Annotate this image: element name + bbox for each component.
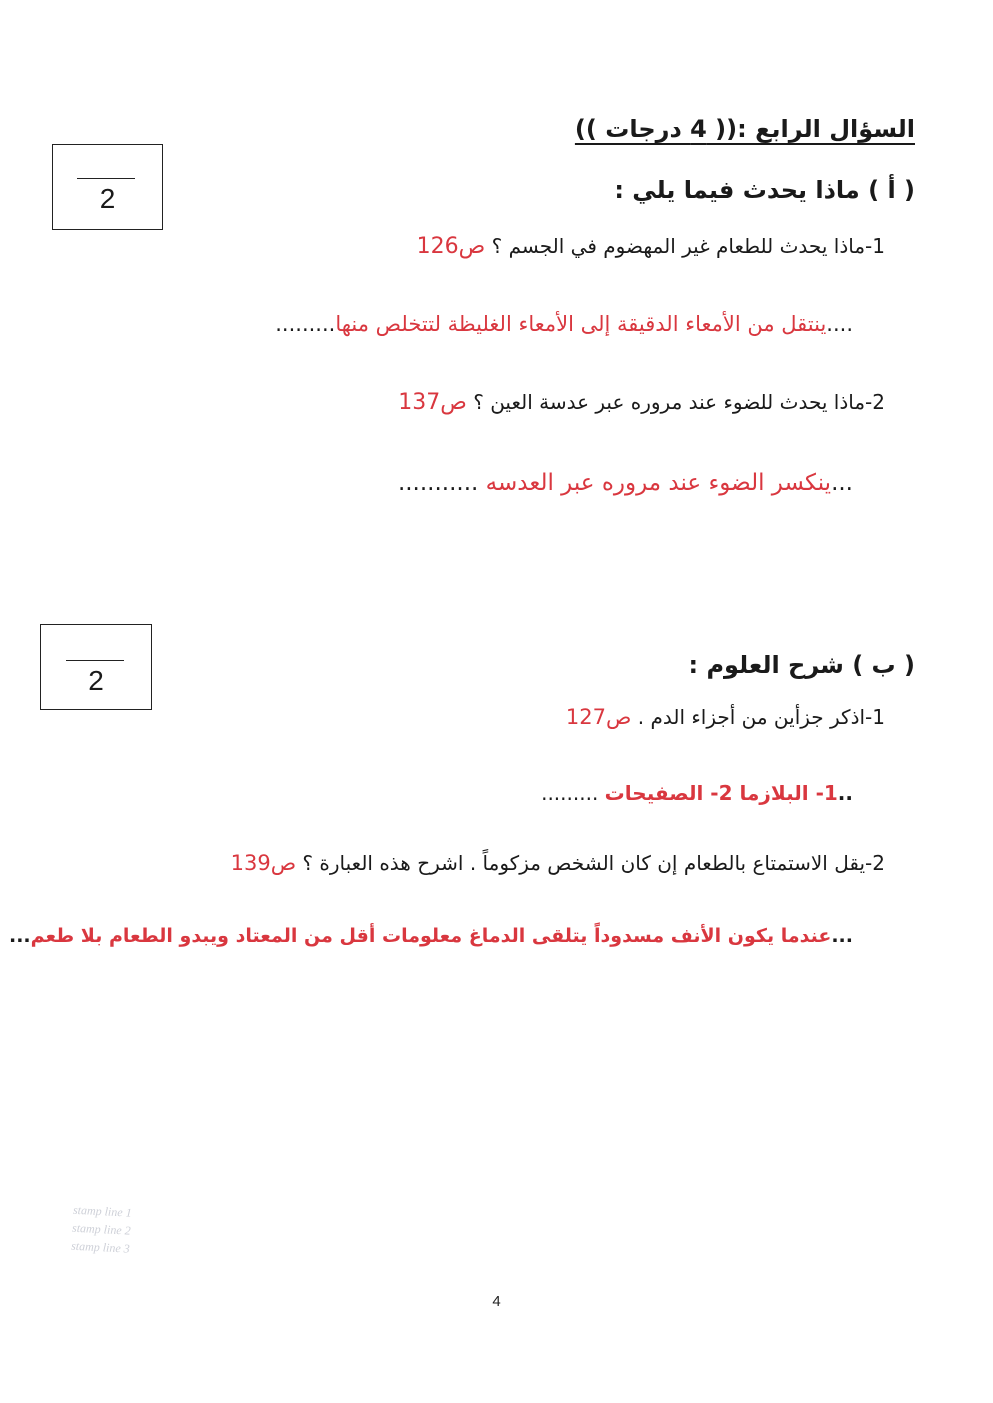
part-a-heading: ( أ ) ماذا يحدث فيما يلي : bbox=[614, 176, 915, 204]
stamp-line: stamp line 3 bbox=[70, 1238, 131, 1256]
page-number: 4 bbox=[492, 1293, 501, 1310]
part-b-answer-1 bbox=[541, 781, 853, 805]
stamp-line: stamp line 1 bbox=[72, 1202, 133, 1220]
question-text: ماذا يحدث للطعام غير المهضوم في الجسم ؟ bbox=[485, 234, 866, 258]
answer-prefix: ... bbox=[831, 925, 853, 947]
answer-prefix: .. bbox=[837, 781, 853, 805]
score-box-part-a bbox=[52, 144, 163, 230]
question-number: 2- bbox=[865, 390, 885, 414]
score-divider bbox=[66, 660, 124, 661]
stamp-line: stamp line 2 bbox=[71, 1220, 132, 1238]
question-number: 1- bbox=[865, 234, 885, 258]
answer-prefix: ... bbox=[831, 470, 853, 496]
answer-suffix: ......... bbox=[541, 781, 605, 805]
school-stamp bbox=[71, 1201, 239, 1264]
section-title: السؤال الرابع :(( 4 درجات )) bbox=[574, 115, 915, 143]
score-value: 2 bbox=[99, 183, 116, 214]
part-a-answer-2 bbox=[398, 470, 853, 496]
answer-text: ينكسر الضوء عند مروره عبر العدسه bbox=[485, 470, 832, 496]
answer-text: عندما يكون الأنف مسدوداً يتلقى الدماغ معلومات أقل من المعتاد ويبدو الطعام بلا طعم bbox=[30, 925, 832, 947]
score-box-part-b bbox=[40, 624, 152, 710]
answer-text: ينتقل من الأمعاء الدقيقة إلى الأمعاء الغليظة لتتخلص منها bbox=[335, 312, 827, 336]
part-b-question-2 bbox=[231, 851, 885, 875]
score-value: 2 bbox=[88, 665, 104, 696]
part-b-heading: ( ب ) شرح العلوم : bbox=[688, 651, 915, 679]
question-text: اذكر جزأين من أجزاء الدم . bbox=[631, 705, 866, 729]
question-number: 2- bbox=[865, 851, 885, 875]
question-text: ماذا يحدث للضوء عند مروره عبر عدسة العين ؟ bbox=[466, 390, 866, 414]
answer-suffix: ........... bbox=[397, 470, 486, 496]
question-number: 1- bbox=[865, 705, 885, 729]
page-reference: ص126 bbox=[416, 234, 486, 259]
part-a-question-2 bbox=[398, 390, 885, 415]
answer-prefix: .... bbox=[826, 312, 853, 336]
answer-text: 1- البلازما 2- الصفيحات bbox=[604, 781, 838, 805]
page-reference: ص127 bbox=[565, 705, 632, 729]
page-reference: ص137 bbox=[398, 390, 467, 415]
question-text: يقل الاستمتاع بالطعام إن كان الشخص مزكوماً . اشرح هذه العبارة ؟ bbox=[296, 851, 866, 875]
part-a-answer-1 bbox=[275, 312, 853, 336]
answer-suffix: ......... bbox=[275, 312, 336, 336]
part-a-question-1 bbox=[417, 234, 885, 259]
part-b-answer-2 bbox=[9, 925, 853, 947]
page-reference: ص139 bbox=[230, 851, 297, 875]
part-b-question-1 bbox=[566, 705, 885, 729]
score-divider bbox=[77, 178, 135, 179]
answer-suffix: ... bbox=[8, 925, 31, 947]
